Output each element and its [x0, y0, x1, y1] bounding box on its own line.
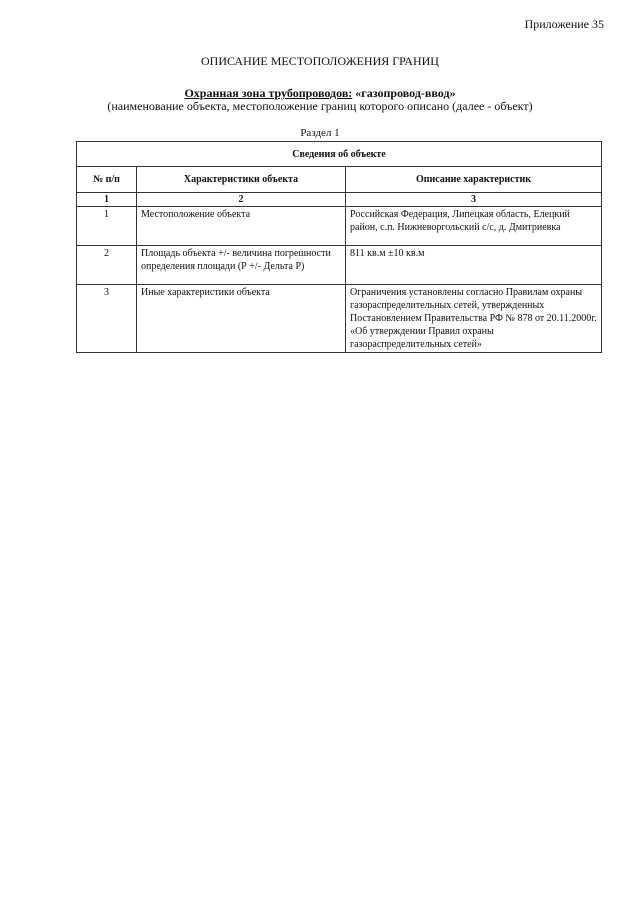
- row-description: 811 кв.м ±10 кв.м: [346, 246, 602, 285]
- table-row: [77, 246, 602, 285]
- table-row: [77, 285, 602, 353]
- document-title: ОПИСАНИЕ МЕСТОПОЛОЖЕНИЯ ГРАНИЦ: [201, 54, 439, 68]
- col-number-3: 3: [346, 193, 602, 207]
- object-info-table: [76, 141, 602, 353]
- appendix-label: Приложение 35: [524, 17, 604, 31]
- table-caption: Сведения об объекте: [77, 142, 602, 167]
- row-description: Ограничения установлены согласно Правилам охраны газораспределительных сетей, утвержденных Постановлением Правительства РФ № 878 от 20.11.2000г. «Об утверждении Правил охраны газораспределительных сетей»: [346, 285, 602, 353]
- col-number-1: 1: [77, 193, 137, 207]
- row-characteristic: Иные характеристики объекта: [137, 285, 346, 353]
- row-num: 3: [77, 285, 137, 353]
- row-characteristic: Местоположение объекта: [137, 207, 346, 246]
- table-row: [77, 207, 602, 246]
- row-num: 2: [77, 246, 137, 285]
- header-description: Описание характеристик: [346, 167, 602, 193]
- object-note: (наименование объекта, местоположение границ которого описано (далее - объект): [107, 99, 533, 113]
- object-value: «газопровод-ввод»: [352, 86, 456, 100]
- row-num: 1: [77, 207, 137, 246]
- section-label: Раздел 1: [300, 127, 340, 139]
- row-characteristic: Площадь объекта +/- величина погрешности определения площади (Р +/- Дельта Р): [137, 246, 346, 285]
- object-prefix: Охранная зона трубопроводов:: [184, 86, 353, 100]
- col-number-2: 2: [137, 193, 346, 207]
- row-description: Российская Федерация, Липецкая область, Елецкий район, с.п. Нижневоргольский с/с, д. Дмитриевка: [346, 207, 602, 246]
- header-num: № п/п: [77, 167, 137, 193]
- header-characteristic: Характеристики объекта: [137, 167, 346, 193]
